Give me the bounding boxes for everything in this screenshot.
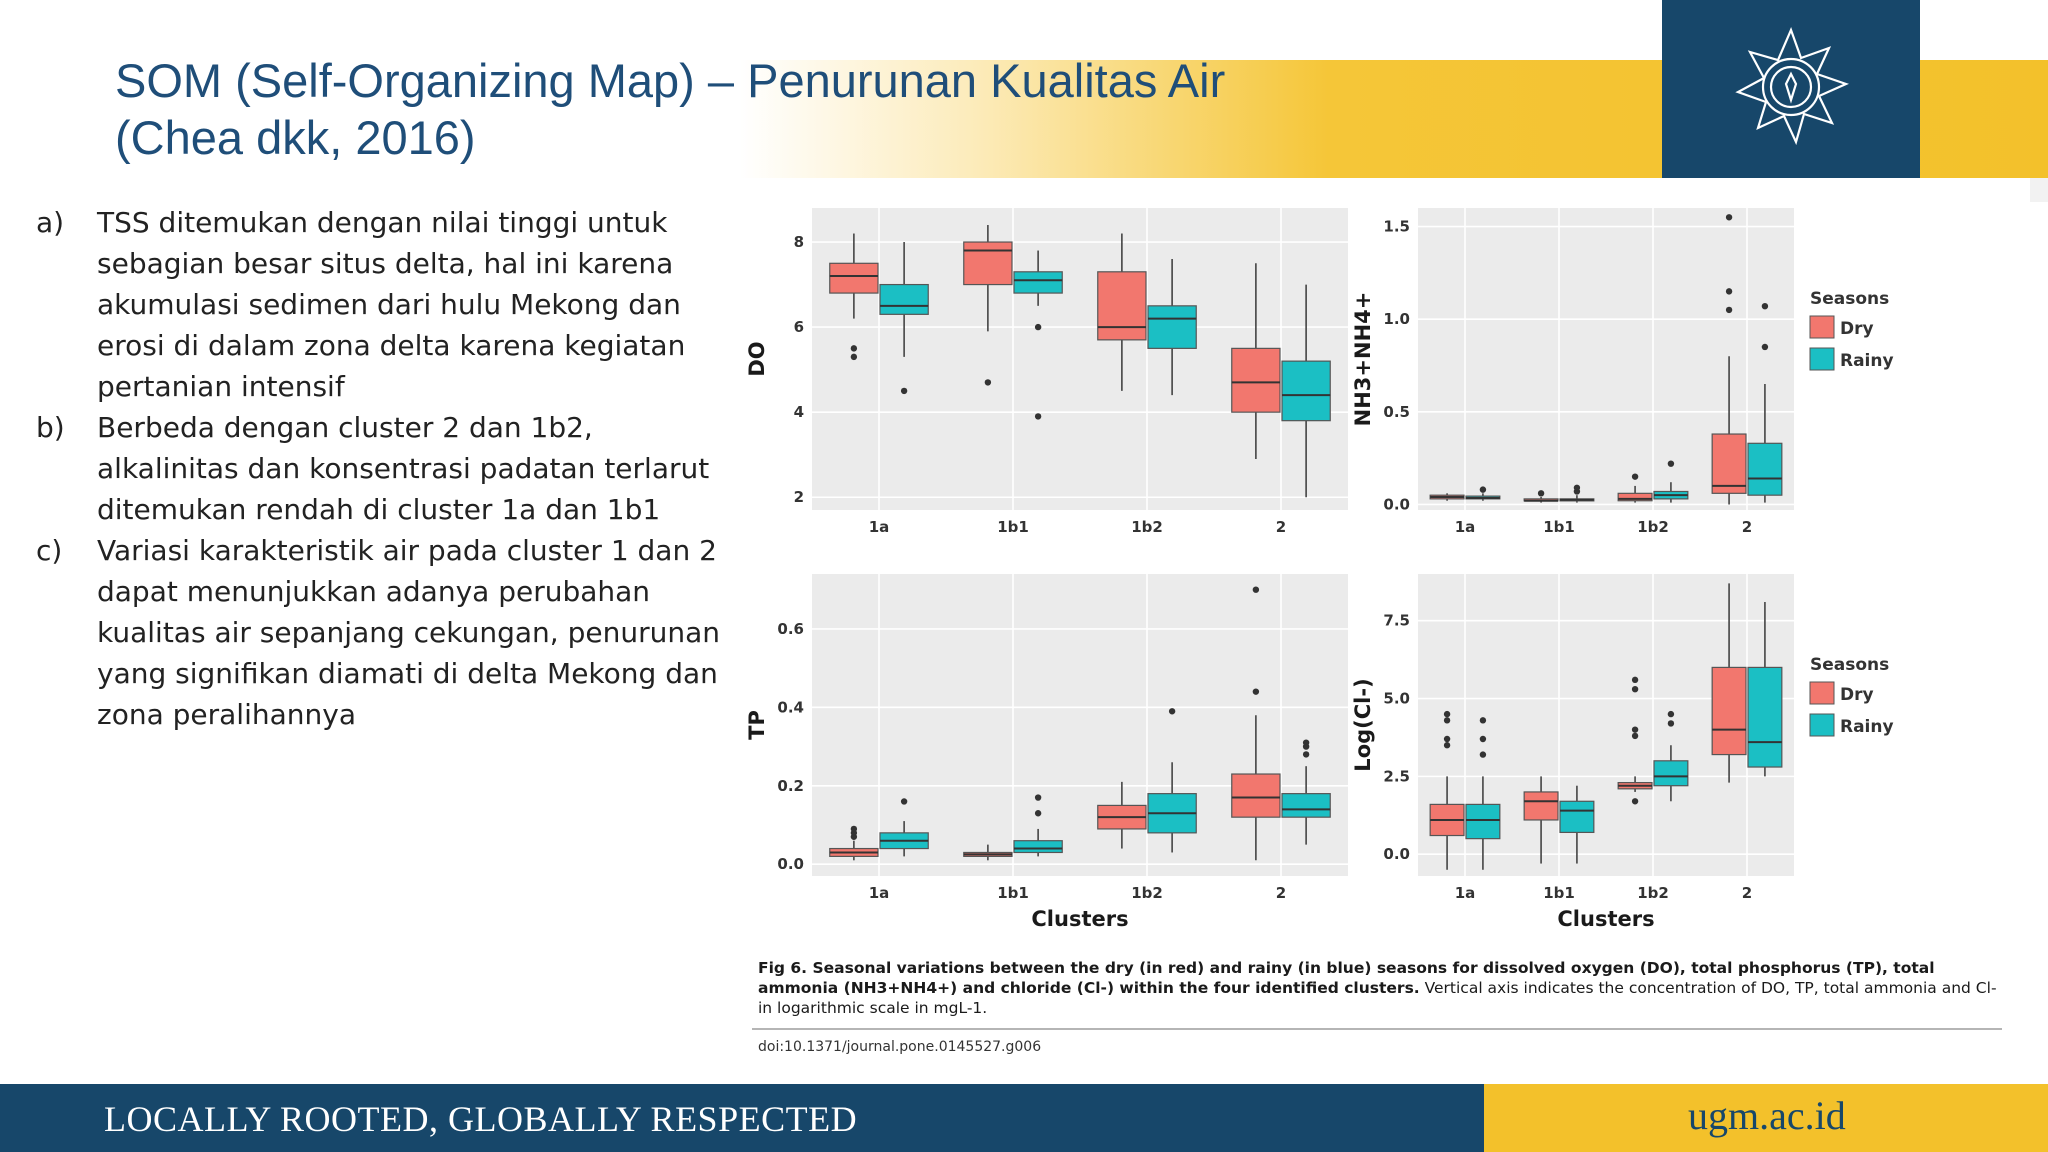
slide-title-line2: (Chea dkk, 2016): [115, 111, 476, 164]
box: [1748, 667, 1782, 767]
box: [1014, 272, 1062, 293]
slide-title-line1: SOM (Self-Organizing Map) – Penurunan Kualitas Air: [115, 54, 1226, 107]
outlier-point: [985, 379, 991, 385]
bullet-marker: c): [36, 534, 63, 567]
box: [1654, 761, 1688, 786]
chart-panel: [1351, 208, 1894, 536]
legend-entry: Rainy: [1840, 351, 1894, 371]
chart-panel: [1351, 574, 1894, 931]
x-tick-label: 2: [1275, 518, 1287, 536]
chart-panel: [745, 574, 1348, 931]
legend-swatch: [1810, 714, 1834, 736]
outlier-point: [1726, 214, 1732, 220]
box: [1148, 306, 1196, 349]
y-tick-label: 0.4: [777, 698, 804, 717]
y-tick-label: 1.5: [1383, 217, 1410, 236]
box: [1232, 774, 1280, 817]
y-tick-label: 0.2: [777, 776, 804, 795]
y-axis-label: TP: [745, 710, 769, 740]
x-tick-label: 1b2: [1131, 884, 1163, 902]
x-tick-label: 1a: [1454, 518, 1476, 536]
outlier-point: [1253, 688, 1259, 694]
x-tick-label: 2: [1275, 884, 1287, 902]
outlier-point: [1444, 711, 1450, 717]
outlier-point: [1726, 307, 1732, 313]
x-axis-label: Clusters: [1031, 907, 1129, 931]
x-tick-label: 1b1: [1543, 884, 1575, 902]
box: [880, 285, 928, 315]
outlier-point: [1762, 303, 1768, 309]
outlier-point: [1632, 798, 1638, 804]
y-tick-label: 0.6: [777, 619, 804, 638]
box: [1466, 804, 1500, 838]
boxplot-figure: [745, 196, 2018, 961]
university-logo: [1662, 0, 1920, 178]
legend-swatch: [1810, 316, 1834, 338]
footer-tagline: LOCALLY ROOTED, GLOBALLY RESPECTED: [104, 1099, 858, 1139]
outlier-point: [1574, 485, 1580, 491]
slide-title: [115, 52, 1225, 166]
y-tick-label: 2: [793, 488, 804, 507]
box: [1748, 443, 1782, 495]
footer-site-link[interactable]: ugm.ac.id: [1688, 1093, 1846, 1138]
outlier-point: [1169, 708, 1175, 714]
y-tick-label: 2.5: [1383, 767, 1410, 786]
bullet-item: [36, 530, 726, 735]
outlier-point: [851, 826, 857, 832]
outlier-point: [1632, 677, 1638, 683]
box: [1560, 801, 1594, 832]
outlier-point: [1303, 751, 1309, 757]
plot-background: [812, 574, 1348, 876]
x-tick-label: 1b1: [997, 518, 1029, 536]
outlier-point: [1480, 717, 1486, 723]
x-tick-label: 1a: [868, 518, 890, 536]
y-axis-label: NH3+NH4+: [1351, 291, 1375, 427]
caption-divider: [752, 1028, 2002, 1030]
footer-gold-block: [1484, 1084, 2048, 1152]
y-tick-label: 5.0: [1383, 689, 1410, 708]
y-tick-label: 6: [793, 318, 804, 337]
box: [1282, 361, 1330, 421]
bullet-text: Variasi karakteristik air pada cluster 1 dan 2 dapat menunjukkan adanya perubahan kualitas air sepanjang cekungan, penurunan yang signifikan diamati di delta Mekong dan zona peralihannya: [97, 534, 720, 731]
bullet-marker: b): [36, 411, 65, 444]
footer-bar: [0, 1084, 2048, 1152]
chart-panel: [745, 208, 1348, 536]
y-tick-label: 7.5: [1383, 611, 1410, 630]
outlier-point: [1632, 686, 1638, 692]
box: [1524, 792, 1558, 820]
legend-swatch: [1810, 682, 1834, 704]
box: [1014, 841, 1062, 853]
x-tick-label: 2: [1741, 518, 1753, 536]
legend-title: Seasons: [1810, 655, 1890, 675]
bullet-item: [36, 407, 726, 530]
bullet-marker: a): [36, 206, 65, 239]
x-tick-label: 1b2: [1637, 518, 1669, 536]
box: [830, 263, 878, 293]
outlier-point: [1253, 586, 1259, 592]
bullet-item: [36, 202, 726, 407]
outlier-point: [901, 388, 907, 394]
box: [964, 242, 1012, 285]
legend-swatch: [1810, 348, 1834, 370]
corner-strip: [2030, 178, 2048, 202]
outlier-point: [1538, 490, 1544, 496]
outlier-point: [1762, 344, 1768, 350]
y-axis-label: DO: [745, 341, 769, 377]
ugm-emblem-icon: [1726, 22, 1856, 152]
figure-caption-rest: Vertical axis indicates the concentration of DO, TP, total ammonia and Cl- in logarithmic scale in mgL-1.: [758, 979, 1997, 1017]
outlier-point: [1035, 413, 1041, 419]
y-tick-label: 4: [793, 403, 804, 422]
y-axis-label: Log(Cl-): [1351, 678, 1375, 772]
y-tick-label: 0.5: [1383, 402, 1410, 421]
outlier-point: [1668, 711, 1674, 717]
x-tick-label: 2: [1741, 884, 1753, 902]
legend-title: Seasons: [1810, 289, 1890, 309]
x-tick-label: 1b1: [997, 884, 1029, 902]
y-tick-label: 0.0: [1383, 495, 1410, 514]
x-tick-label: 1b1: [1543, 518, 1575, 536]
outlier-point: [1480, 736, 1486, 742]
outlier-point: [1035, 324, 1041, 330]
box: [1232, 348, 1280, 412]
x-tick-label: 1b2: [1131, 518, 1163, 536]
legend-entry: Dry: [1840, 319, 1874, 339]
legend-entry: Dry: [1840, 685, 1874, 705]
outlier-point: [1480, 751, 1486, 757]
outlier-point: [1668, 720, 1674, 726]
outlier-point: [1480, 486, 1486, 492]
outlier-point: [1035, 810, 1041, 816]
box: [1098, 272, 1146, 340]
x-tick-label: 1a: [868, 884, 890, 902]
y-tick-label: 8: [793, 233, 804, 252]
bullet-list: [36, 202, 726, 735]
outlier-point: [851, 345, 857, 351]
figure-caption: [758, 958, 2008, 1018]
figure-caption-bold: Fig 6. Seasonal variations between the dry (in red) and rainy (in blue) seasons for dissolved oxygen (DO), total phosphorus (TP), total ammonia (NH3+NH4+) and chloride (Cl-) within the four identified clusters.: [758, 959, 1935, 997]
box: [1282, 794, 1330, 818]
outlier-point: [1444, 717, 1450, 723]
outlier-point: [1632, 473, 1638, 479]
box: [1712, 434, 1746, 493]
bullet-text: TSS ditemukan dengan nilai tinggi untuk sebagian besar situs delta, hal ini karena akumulasi sedimen dari hulu Mekong dan erosi di dalam zona delta karena kegiatan pertanian intensif: [97, 206, 686, 403]
outlier-point: [851, 354, 857, 360]
outlier-point: [901, 798, 907, 804]
legend-entry: Rainy: [1840, 717, 1894, 737]
box: [1712, 667, 1746, 754]
x-tick-label: 1a: [1454, 884, 1476, 902]
outlier-point: [1632, 726, 1638, 732]
y-tick-label: 0.0: [1383, 845, 1410, 864]
boxplot-figure-svg: [745, 196, 2018, 956]
x-axis-label: Clusters: [1557, 907, 1655, 931]
figure-doi: doi:10.1371/journal.pone.0145527.g006: [758, 1039, 1042, 1055]
outlier-point: [1444, 742, 1450, 748]
x-tick-label: 1b2: [1637, 884, 1669, 902]
outlier-point: [1668, 460, 1674, 466]
outlier-point: [1303, 739, 1309, 745]
y-tick-label: 1.0: [1383, 310, 1410, 329]
outlier-point: [1726, 288, 1732, 294]
outlier-point: [1035, 794, 1041, 800]
outlier-point: [1632, 733, 1638, 739]
outlier-point: [1444, 736, 1450, 742]
bullet-text: Berbeda dengan cluster 2 dan 1b2, alkalinitas dan konsentrasi padatan terlarut ditemukan rendah di cluster 1a dan 1b1: [97, 411, 710, 526]
y-tick-label: 0.0: [777, 855, 804, 874]
